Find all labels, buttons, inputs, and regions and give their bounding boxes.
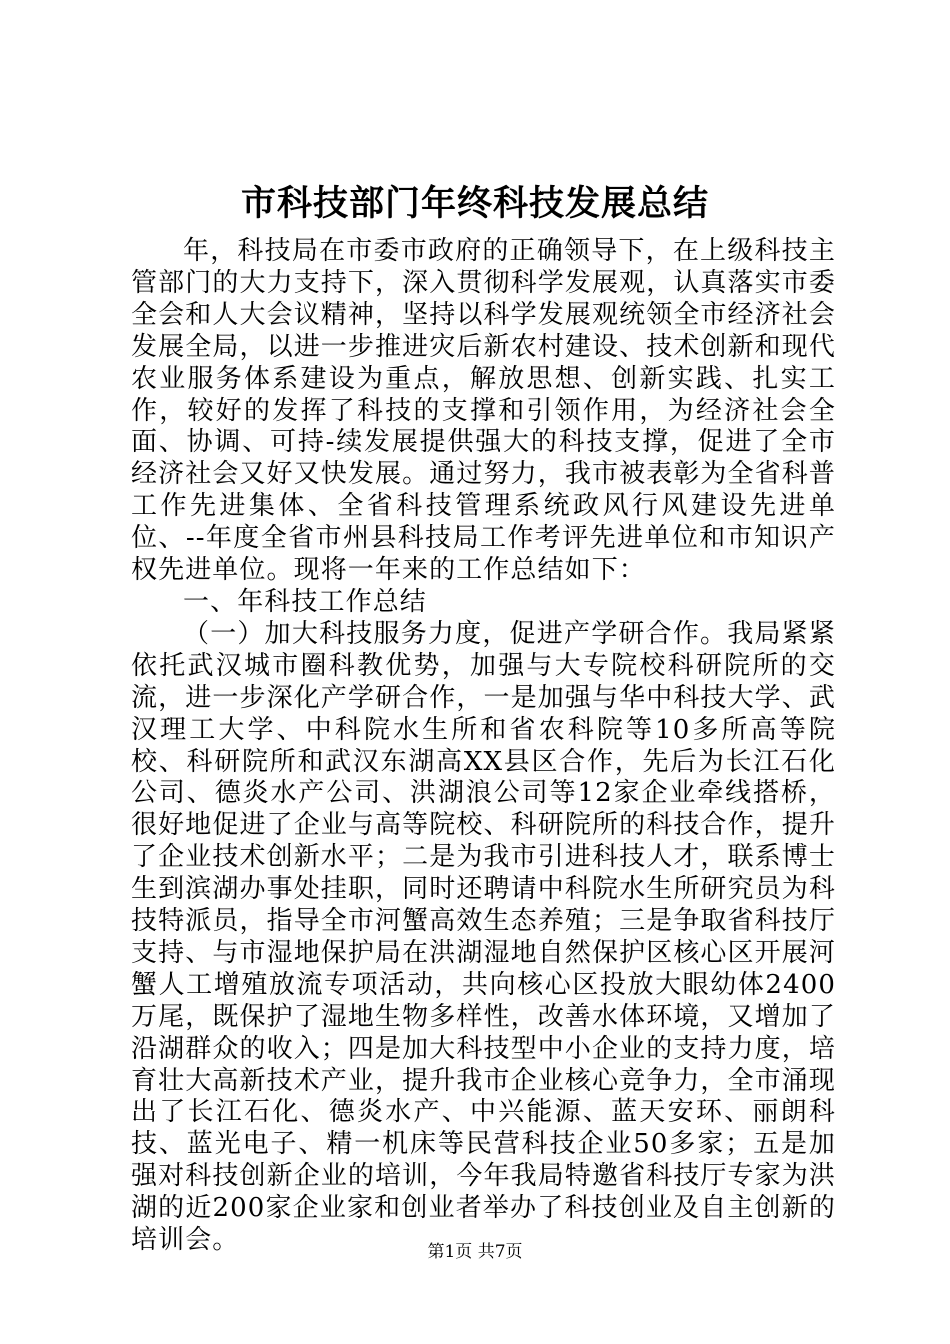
intro-paragraph: 年，科技局在市委市政府的正确领导下，在上级科技主管部门的大力支持下，深入贯彻科学发展观，认真落实市委全会和人大会议精神，坚持以科学发展观统领全市经济社会发展全局，以进一步推进灾后新农村建设、技术创新和现代农业服务体系建设为重点，解放思想、创新实践、扎实工作，较好的发挥了科技的支撑和引领作用，为经济社会全面、协调、可持-续发展提供强大的科技支撑，促进了全市经济社会又好又快发展。通过努力，我市被表彰为全省科普工作先进集体、全省科技管理系统政风行风建设先进单位、--年度全省市州县科技局工作考评先进单位和市知识产权先进单位。现将一年来的工作总结如下： — [131, 236, 836, 586]
document-body — [131, 236, 836, 1257]
subsection-paragraph: （一）加大科技服务力度，促进产学研合作。我局紧紧依托武汉城市圈科教优势，加强与大专院校科研院所的交流，进一步深化产学研合作，一是加强与华中科技大学、武汉理工大学、中科院水生所和省农科院等10多所高等院校、科研院所和武汉东湖高XX县区合作，先后为长江石化公司、德炎水产公司、洪湖浪公司等12家企业牵线搭桥，很好地促进了企业与高等院校、科研院所的科技合作，提升了企业技术创新水平；二是为我市引进科技人才，联系博士生到滨湖办事处挂职，同时还聘请中科院水生所研究员为科技特派员，指导全市河蟹高效生态养殖；三是争取省科技厅支持、与市湿地保护局在洪湖湿地自然保护区核心区开展河蟹人工增殖放流专项活动，共向核心区投放大眼幼体2400万尾，既保护了湿地生物多样性，改善水体环境，又增加了沿湖群众的收入；四是加大科技型中小企业的支持力度，培育壮大高新技术产业，提升我市企业核心竞争力，全市涌现出了长江石化、德炎水产、中兴能源、蓝天安环、丽朗科技、蓝光电子、精一机床等民营科技企业50多家；五是加强对科技创新企业的培训，今年我局特邀省科技厅专家为洪湖的近200家企业家和创业者举办了科技创业及自主创新的培训会。 — [131, 618, 836, 1256]
document-title: 市科技部门年终科技发展总结 — [240, 183, 709, 224]
section-heading: 一、年科技工作总结 — [183, 586, 427, 617]
page-number-footer: 第1页 共7页 — [427, 1242, 523, 1262]
